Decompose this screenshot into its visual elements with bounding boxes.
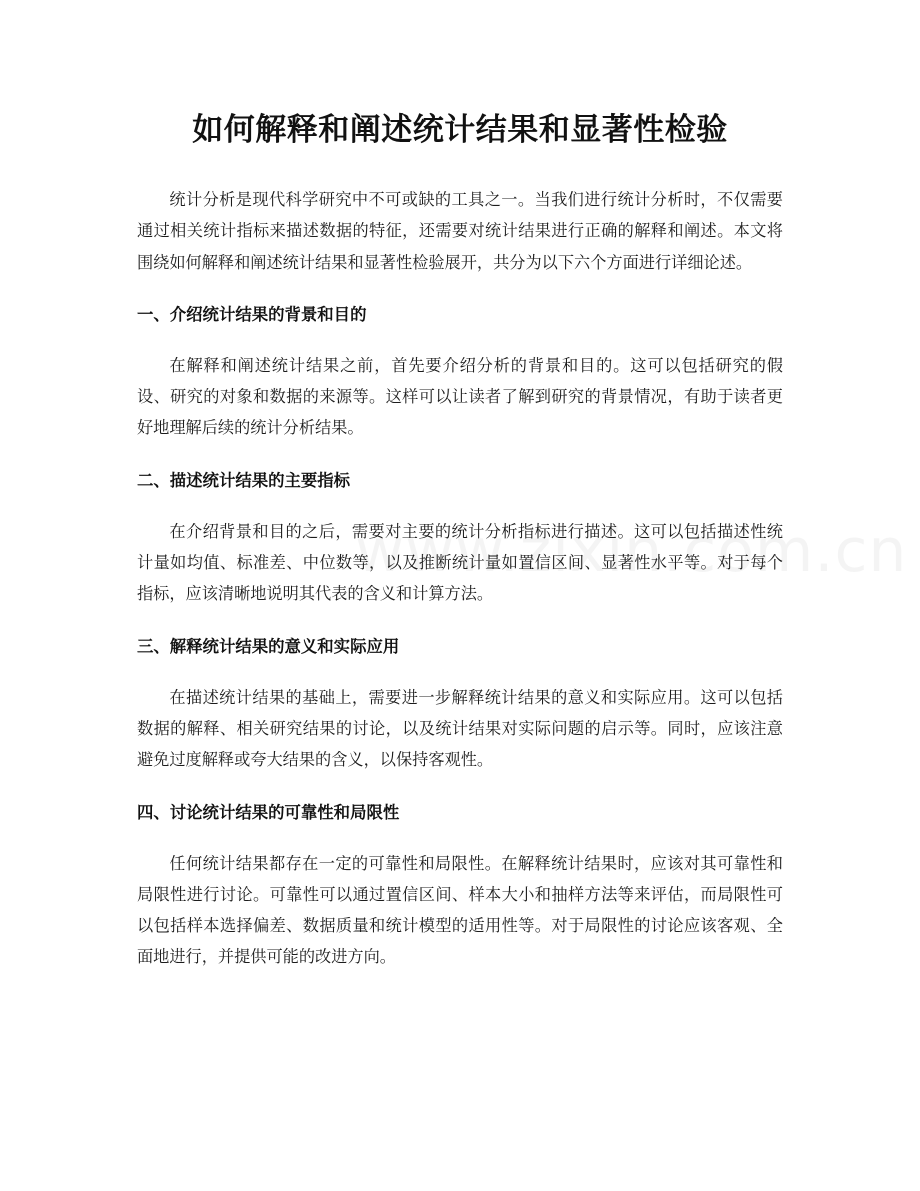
intro-block xyxy=(137,184,783,278)
section-1 xyxy=(137,303,783,444)
page-title: 如何解释和阐述统计结果和显著性检验 xyxy=(192,112,728,148)
intro-paragraph: 统计分析是现代科学研究中不可或缺的工具之一。当我们进行统计分析时，不仅需要通过相关统计指标来描述数据的特征，还需要对统计结果进行正确的解释和阐述。本文将围绕如何解释和阐述统计结果和显著性检验展开，共分为以下六个方面进行详细论述。 xyxy=(137,190,783,272)
section-heading: 四、讨论统计结果的可靠性和局限性 xyxy=(137,802,400,822)
section-2 xyxy=(137,469,783,610)
section-paragraph: 任何统计结果都存在一定的可靠性和局限性。在解释统计结果时，应该对其可靠性和局限性进行讨论。可靠性可以通过置信区间、样本大小和抽样方法等来评估，而局限性可以包括样本选择偏差、数据质量和统计模型的适用性等。对于局限性的讨论应该客观、全面地进行，并提供可能的改进方向。 xyxy=(137,853,783,967)
section-heading: 一、介绍统计结果的背景和目的 xyxy=(137,304,367,324)
section-3 xyxy=(137,635,783,776)
section-paragraph: 在介绍背景和目的之后，需要对主要的统计分析指标进行描述。这可以包括描述性统计量如均值、标准差、中位数等，以及推断统计量如置信区间、显著性水平等。对于每个指标，应该清晰地说明其代表的含义和计算方法。 xyxy=(137,521,783,604)
section-4 xyxy=(137,801,783,973)
section-paragraph: 在解释和阐述统计结果之前，首先要介绍分析的背景和目的。这可以包括研究的假设、研究的对象和数据的来源等。这样可以让读者了解到研究的背景情况，有助于读者更好地理解后续的统计分析结果。 xyxy=(137,355,783,438)
section-paragraph: 在描述统计结果的基础上，需要进一步解释统计结果的意义和实际应用。这可以包括数据的解释、相关研究结果的讨论，以及统计结果对实际问题的启示等。同时，应该注意避免过度解释或夸大结果的含义，以保持客观性。 xyxy=(137,687,783,770)
section-heading: 二、描述统计结果的主要指标 xyxy=(137,470,351,490)
section-heading: 三、解释统计结果的意义和实际应用 xyxy=(137,636,400,656)
